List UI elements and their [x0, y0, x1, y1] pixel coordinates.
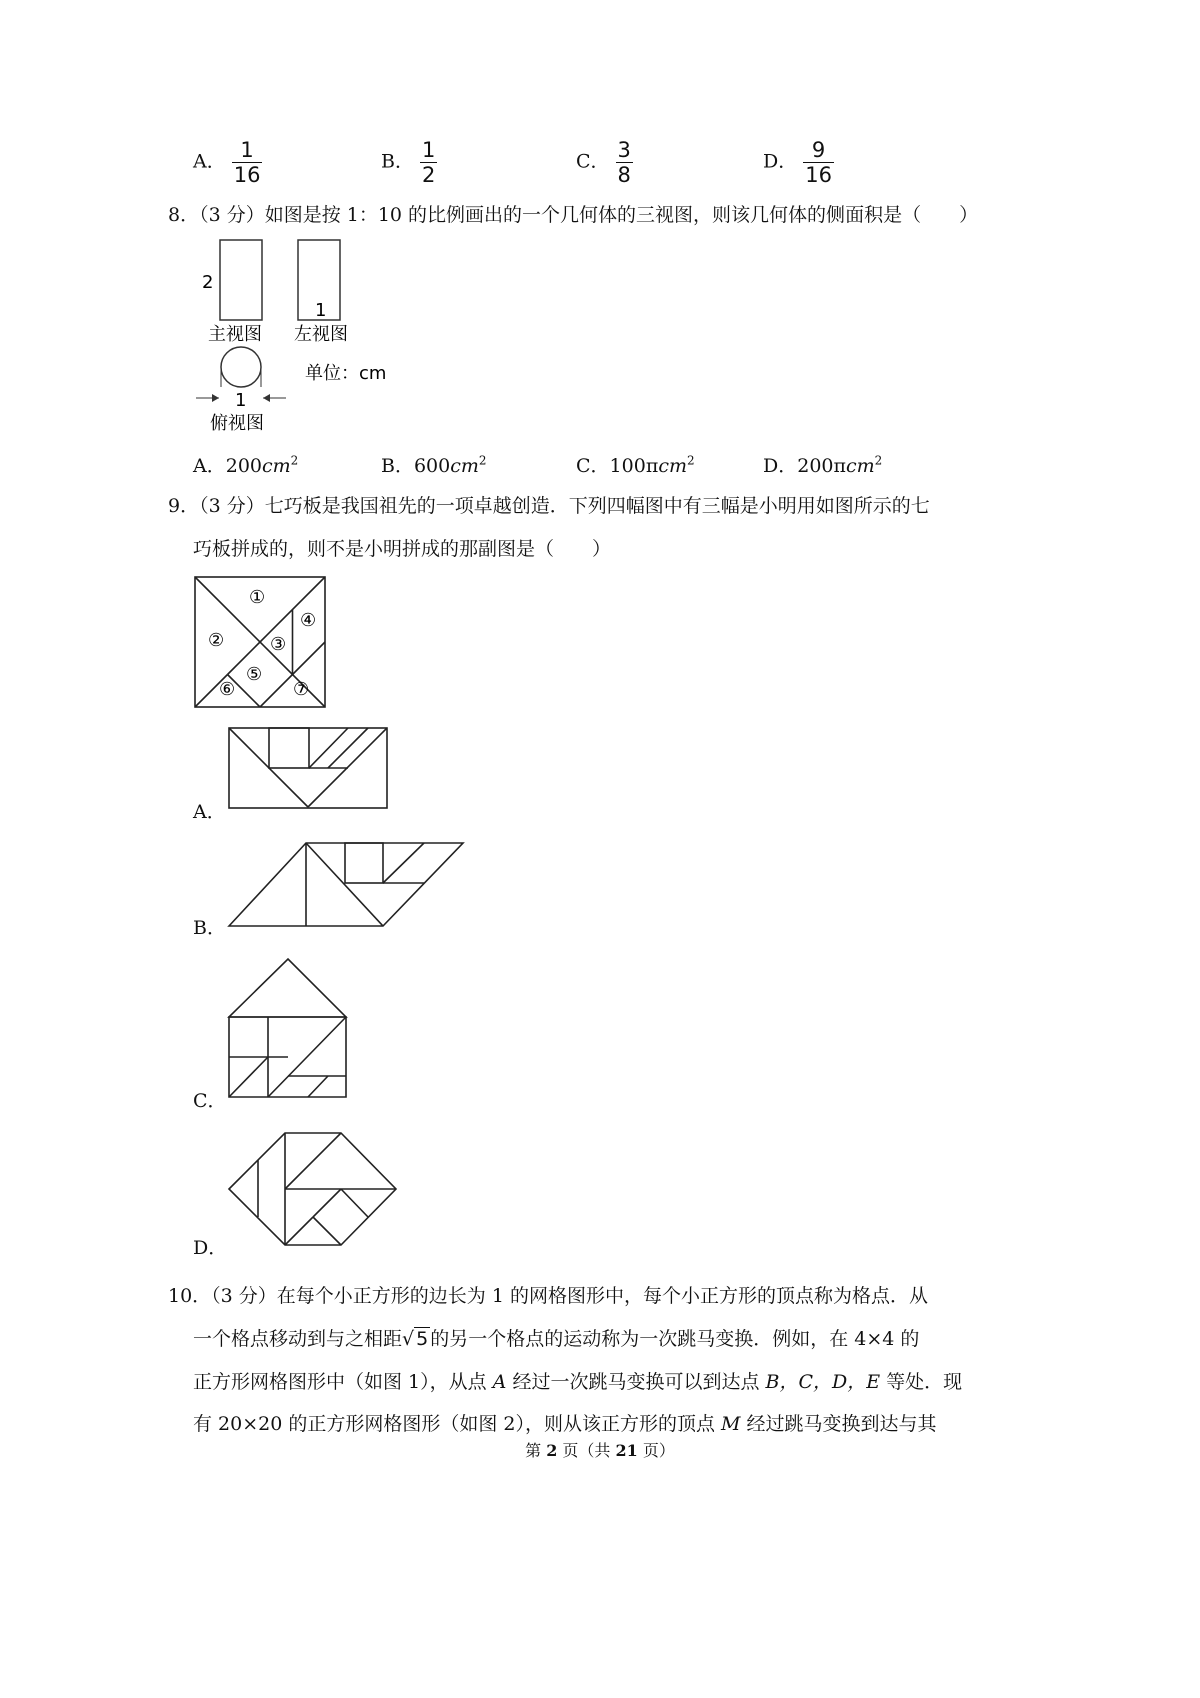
- q10-stem-line2: 一个格点移动到与之相距√ 5 的另一个格点的运动称为一次跳马变换．例如，在 4×4 的: [193, 1328, 920, 1350]
- piece-5-label: ⑤: [246, 664, 263, 685]
- q9-option-c-figure: [228, 958, 352, 1100]
- front-view-label: 主视图: [208, 324, 262, 345]
- q9-option-c-label: C．: [193, 1090, 227, 1112]
- q7-option-b: B． $\frac{1}{2}$: [381, 138, 436, 187]
- q9-option-d-figure: [228, 1132, 398, 1248]
- tangram-square-figure: [194, 576, 326, 708]
- dim-height-label: 2: [202, 272, 214, 293]
- q9-option-d-label: D．: [193, 1237, 228, 1259]
- fraction: $\frac{3}{8}$: [617, 138, 631, 187]
- piece-4-label: ④: [300, 610, 317, 631]
- q7-option-d: D． $\frac{9}{16}$: [763, 138, 832, 187]
- q9-option-b-label: B．: [193, 917, 226, 939]
- q9-option-a-figure: [228, 727, 390, 811]
- page-footer: 第 2 页（共 21 页）: [525, 1441, 675, 1460]
- piece-2-label: ②: [208, 630, 225, 651]
- q9-option-a-label: A．: [193, 801, 226, 823]
- top-view-label: 俯视图: [210, 413, 264, 434]
- piece-7-label: ⑦: [293, 679, 310, 700]
- q9-stem-line2: 巧板拼成的，则不是小明拼成的那副图是（ ）: [193, 538, 612, 560]
- left-view-label: 左视图: [294, 324, 348, 345]
- fraction: $\frac{1}{2}$: [421, 138, 436, 187]
- q8-option-c: C．100πcm$^2$: [576, 453, 695, 477]
- piece-6-label: ⑥: [219, 679, 236, 700]
- q8-option-a: A．$200cm^2$: [193, 453, 299, 477]
- q8-stem: 8．（3 分）如图是按 1：10 的比例画出的一个几何体的三视图，则该几何体的侧面积是（ ）: [168, 204, 979, 226]
- q9-option-b-figure: [228, 842, 466, 928]
- top-view-circle: [221, 347, 261, 387]
- q10-stem-line4: 有 20×20 的正方形网格图形（如图 2），则从该正方形的顶点 M 经过跳马变换到达与其: [193, 1413, 937, 1435]
- three-view-figure: [190, 232, 400, 437]
- q7-option-a: A． $\frac{1}{16}$: [193, 138, 261, 187]
- q8-option-d: D．200πcm$^2$: [763, 453, 883, 477]
- front-view-rect: [220, 240, 262, 320]
- fraction: $\frac{1}{16}$: [233, 138, 261, 187]
- q8-option-b: B．$600cm^2$: [381, 453, 487, 477]
- fraction: $\frac{9}{16}$: [805, 138, 832, 187]
- piece-1-label: ①: [249, 587, 266, 608]
- piece-3-label: ③: [270, 634, 287, 655]
- q10-stem-line1: 10．（3 分）在每个小正方形的边长为 1 的网格图形中，每个小正方形的顶点称为格点．从: [168, 1285, 928, 1307]
- unit-label: 单位：cm: [305, 363, 387, 384]
- q9-stem-line1: 9．（3 分）七巧板是我国祖先的一项卓越创造．下列四幅图中有三幅是小明用如图所示的七: [168, 495, 930, 517]
- sqrt-expression: √ 5: [402, 1328, 429, 1350]
- dim-diameter-label: 1: [235, 390, 247, 411]
- q7-option-c: C． $\frac{3}{8}$: [576, 138, 631, 187]
- q10-stem-line3: 正方形网格图形中（如图 1），从点 A 经过一次跳马变换可以到达点 B，C，D，E 等处．现: [193, 1371, 963, 1393]
- dim-width-label: 1: [315, 300, 327, 321]
